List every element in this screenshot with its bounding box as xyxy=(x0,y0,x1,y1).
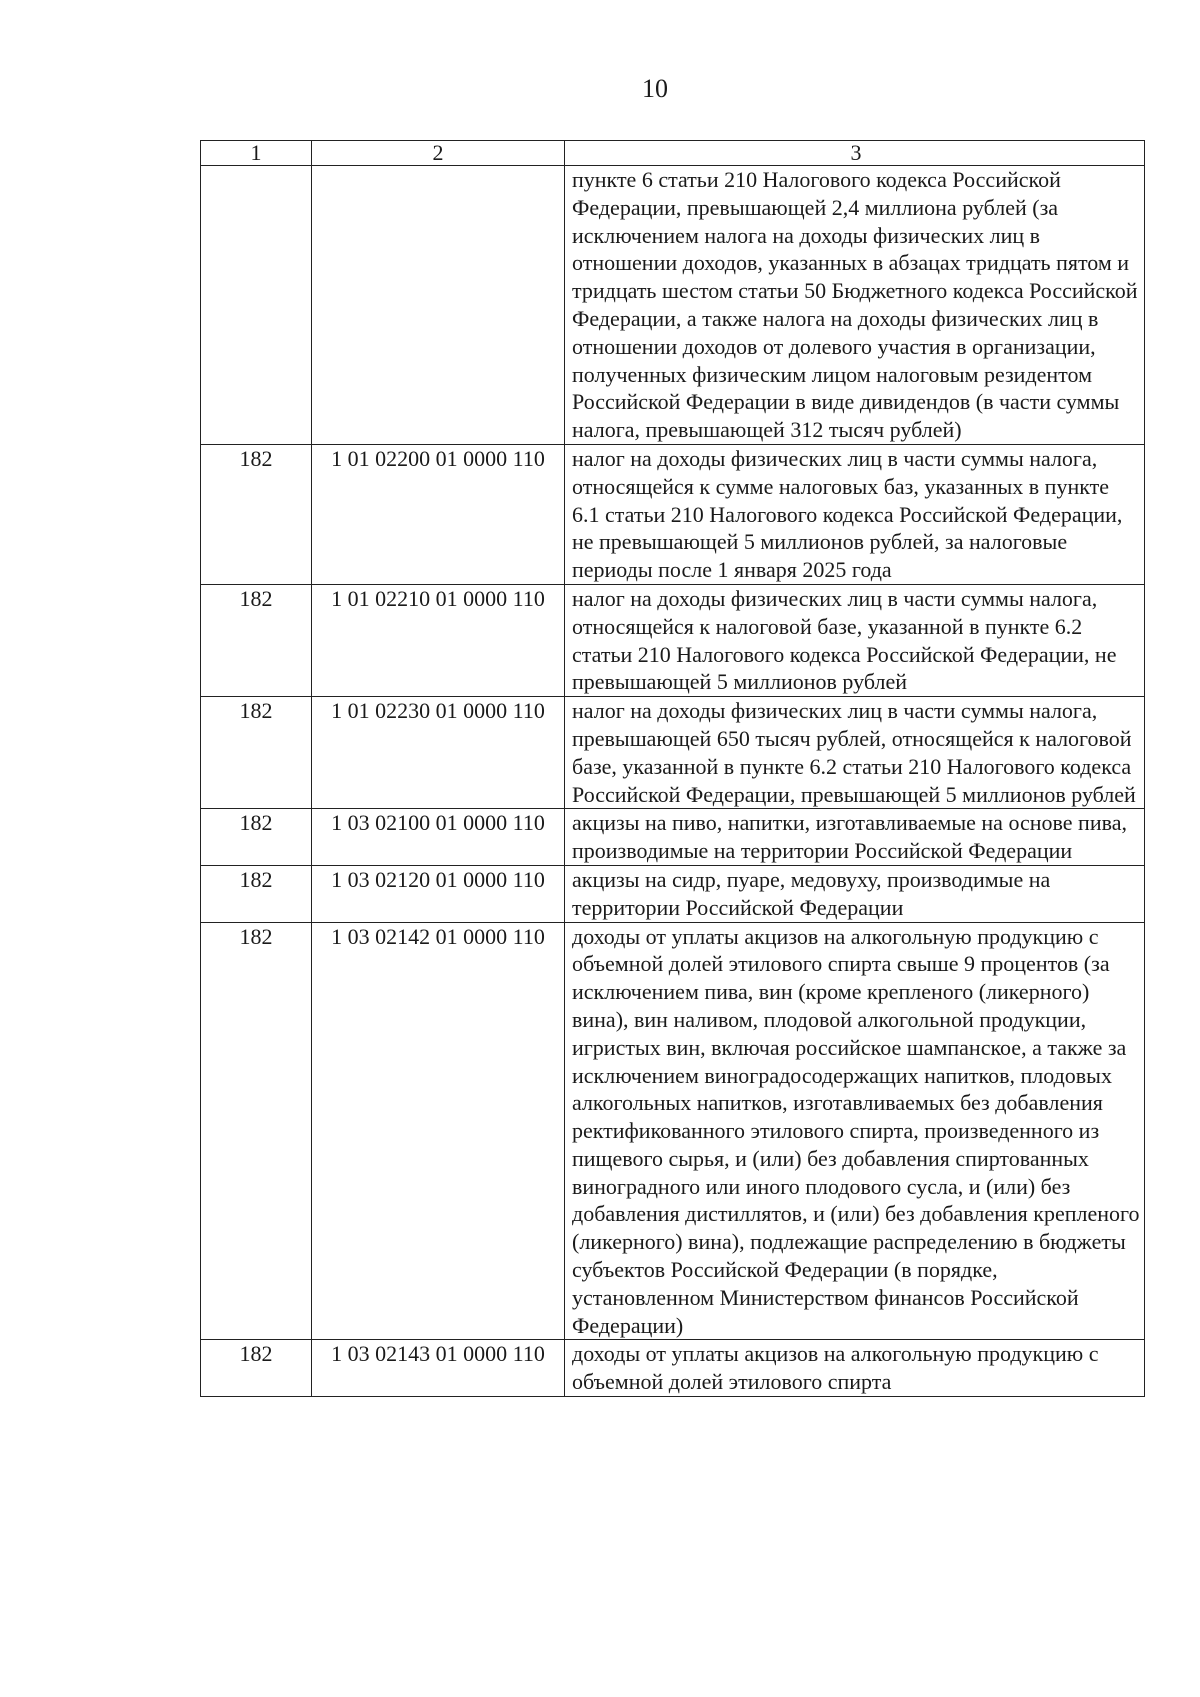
revenue-codes-table xyxy=(200,140,1145,1397)
header-col-3: 3 xyxy=(565,141,1145,166)
description-cell: акцизы на пиво, напитки, изготавливаемые на основе пива, производимые на территории Российской Федерации xyxy=(565,809,1145,866)
table-header-row xyxy=(201,141,1145,166)
description-cell: пункте 6 статьи 210 Налогового кодекса Российской Федерации, превышающей 2,4 миллиона рублей (за исключением налога на доходы физических лиц в отношении доходов, указанных в абзацах тридцать пятом и тридцать шестом статьи 50 Бюджетного кодекса Российской Федерации, а также налога на доходы физических лиц в отношении доходов от долевого участия в организации, полученных физическим лицом налоговым резидентом Российской Федерации в виде дивидендов (в части суммы налога, превышающей 312 тысяч рублей) xyxy=(565,166,1145,445)
table-row xyxy=(201,922,1145,1340)
description-cell: налог на доходы физических лиц в части суммы налога, относящейся к налоговой базе, указанной в пункте 6.2 статьи 210 Налогового кодекса Российской Федерации, не превышающей 5 миллионов рублей xyxy=(565,584,1145,696)
kbk-code-cell: 1 01 02200 01 0000 110 xyxy=(312,444,565,584)
kbk-code-cell: 1 03 02120 01 0000 110 xyxy=(312,865,565,922)
admin-code-cell: 182 xyxy=(201,922,312,1340)
table-row xyxy=(201,809,1145,866)
table-row xyxy=(201,865,1145,922)
admin-code-cell: 182 xyxy=(201,697,312,809)
header-col-1: 1 xyxy=(201,141,312,166)
header-col-2: 2 xyxy=(312,141,565,166)
admin-code-cell: 182 xyxy=(201,1340,312,1397)
description-cell: акцизы на сидр, пуаре, медовуху, производимые на территории Российской Федерации xyxy=(565,865,1145,922)
kbk-code-cell: 1 01 02230 01 0000 110 xyxy=(312,697,565,809)
description-cell: доходы от уплаты акцизов на алкогольную продукцию с объемной долей этилового спирта свыше 9 процентов (за исключением пива, вин (кроме крепленого (ликерного) вина), вин наливом, плодовой алкогольной продукции, игристых вин, включая российское шампанское, а также за исключением виноградосодержащих напитков, плодовых алкогольных напитков, изготавливаемых без добавления ректификованного этилового спирта, произведенного из пищевого сырья, и (или) без добавления спиртованных виноградного или иного плодового сусла, и (или) без добавления дистиллятов, и (или) без добавления крепленого (ликерного) вина), подлежащие распределению в бюджеты субъектов Российской Федерации (в порядке, установленном Министерством финансов Российской Федерации) xyxy=(565,922,1145,1340)
admin-code-cell: 182 xyxy=(201,584,312,696)
description-cell: доходы от уплаты акцизов на алкогольную продукцию с объемной долей этилового спирта xyxy=(565,1340,1145,1397)
table-row xyxy=(201,1340,1145,1397)
table-row xyxy=(201,697,1145,809)
description-cell: налог на доходы физических лиц в части суммы налога, превышающей 650 тысяч рублей, относящейся к налоговой базе, указанной в пункте 6.2 статьи 210 Налогового кодекса Российской Федерации, превышающей 5 миллионов рублей xyxy=(565,697,1145,809)
admin-code-cell: 182 xyxy=(201,444,312,584)
table-row xyxy=(201,584,1145,696)
description-cell: налог на доходы физических лиц в части суммы налога, относящейся к сумме налоговых баз, указанных в пункте 6.1 статьи 210 Налогового кодекса Российской Федерации, не превышающей 5 миллионов рублей, за налоговые периоды после 1 января 2025 года xyxy=(565,444,1145,584)
admin-code-cell: 182 xyxy=(201,809,312,866)
kbk-code-cell: 1 01 02210 01 0000 110 xyxy=(312,584,565,696)
admin-code-cell xyxy=(201,166,312,445)
kbk-code-cell: 1 03 02143 01 0000 110 xyxy=(312,1340,565,1397)
table-row xyxy=(201,166,1145,445)
page-number: 10 xyxy=(642,74,668,103)
admin-code-cell: 182 xyxy=(201,865,312,922)
kbk-code-cell: 1 03 02100 01 0000 110 xyxy=(312,809,565,866)
kbk-code-cell: 1 03 02142 01 0000 110 xyxy=(312,922,565,1340)
kbk-code-cell xyxy=(312,166,565,445)
table-row xyxy=(201,444,1145,584)
